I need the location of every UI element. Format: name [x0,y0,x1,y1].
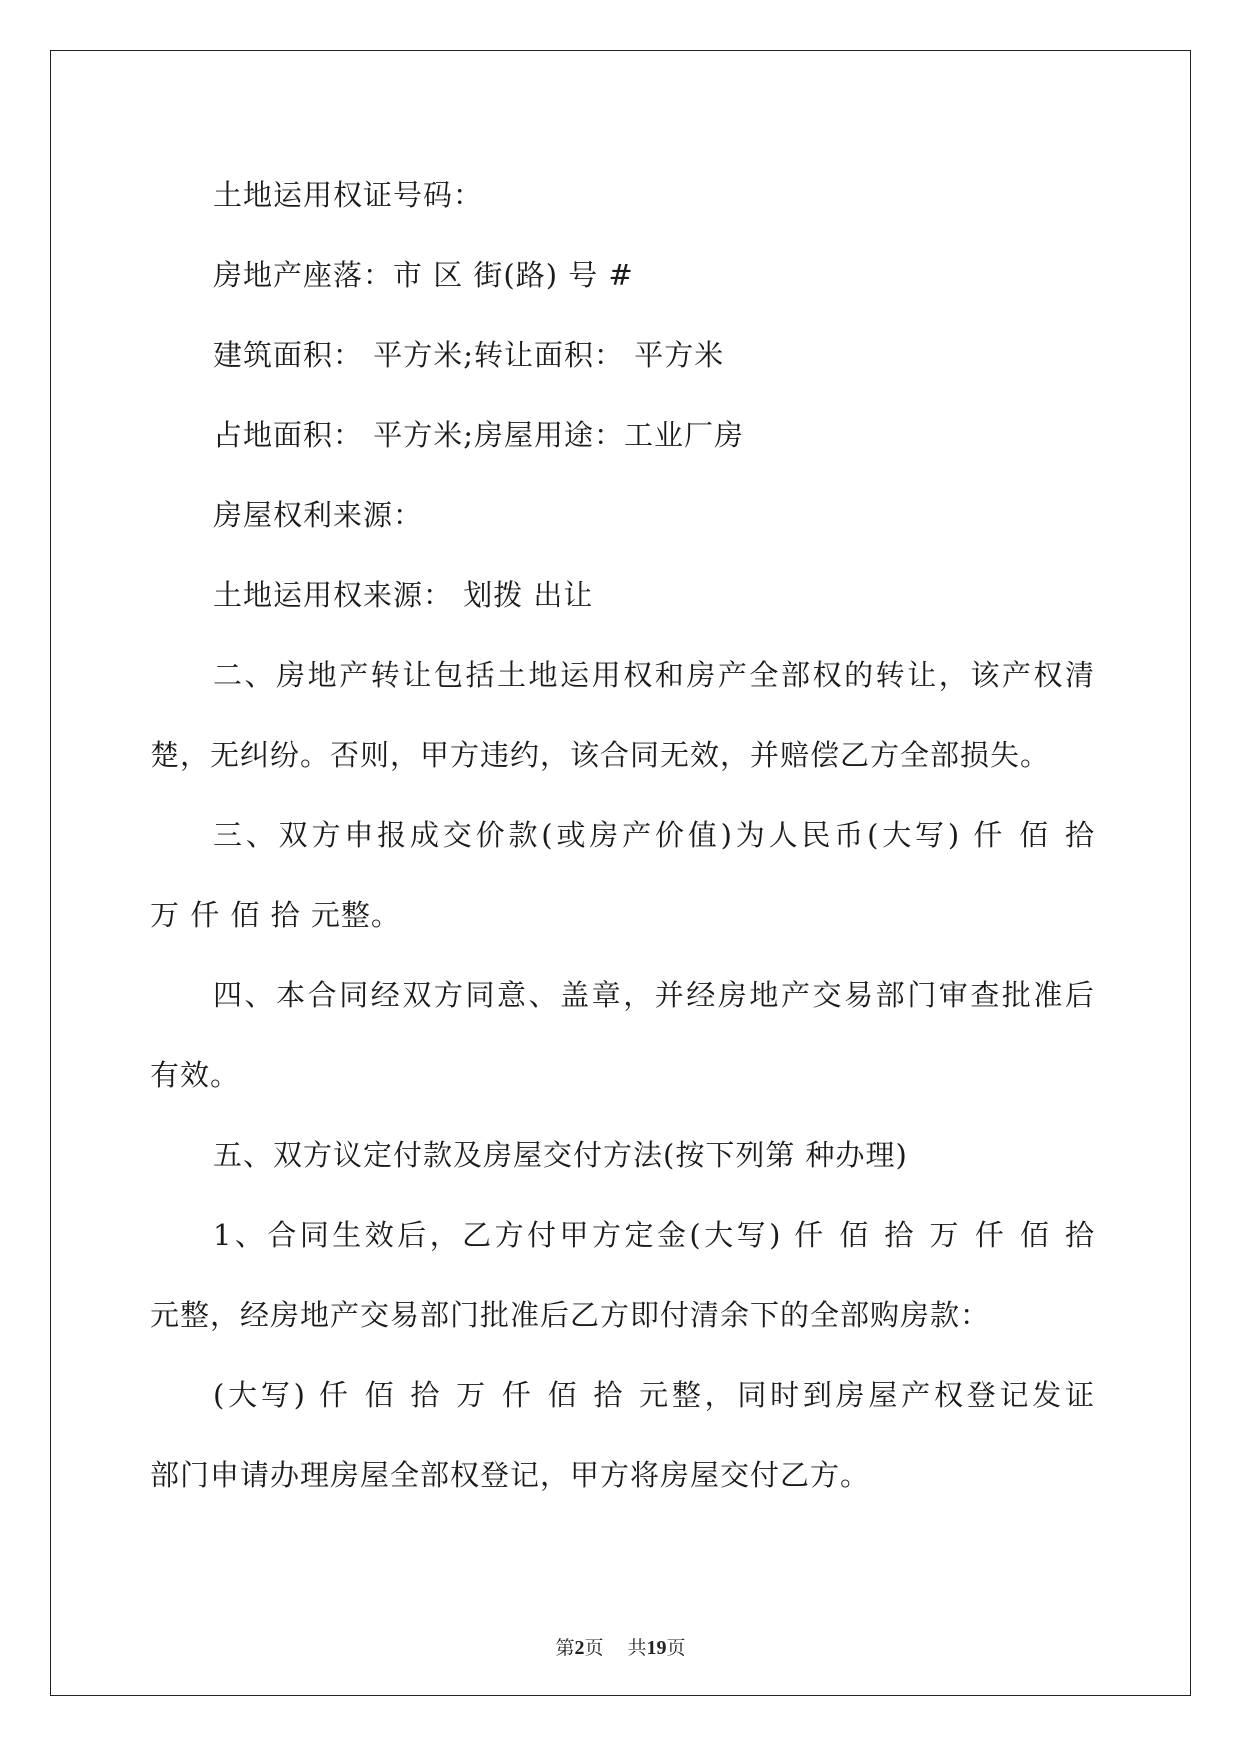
paragraph-line: 楚，无纠纷。否则，甲方违约，该合同无效，并赔偿乙方全部损失。 [150,738,1051,772]
paragraph-line: 二、房地产转让包括土地运用权和房产全部权的转让，该产权清 [213,658,1095,692]
paragraph-line: 万 仟 佰 拾 元整。 [150,898,401,932]
paragraph-line: 有效。 [150,1058,241,1092]
total-pages: 19 [646,1637,667,1659]
paragraph-line: 元整，经房地产交易部门批准后乙方即付清余下的全部购房款： [150,1298,991,1332]
total-prefix: 共 [627,1637,647,1659]
paragraph-line: 土地运用权证号码： [213,178,484,212]
paragraph-line: 土地运用权来源： 划拨 出让 [213,578,594,612]
page-number: 2 [574,1637,585,1659]
paragraph-line: 建筑面积： 平方米;转让面积： 平方米 [213,338,725,372]
paragraph-line: 占地面积： 平方米;房屋用途：工业厂房 [213,418,744,452]
total-suffix: 页 [666,1637,686,1659]
paragraph-line: 部门申请办理房屋全部权登记，甲方将房屋交付乙方。 [150,1458,871,1492]
document-body [150,155,1095,1515]
page-suffix: 页 [584,1637,604,1659]
paragraph-line: 四、本合同经双方同意、盖章，并经房地产交易部门审查批准后 [213,978,1095,1012]
page-footer [0,1633,1241,1660]
paragraph-line: 房屋权利来源： [213,498,424,532]
paragraph-line: 五、双方议定付款及房屋交付方法(按下列第 种办理) [213,1138,908,1172]
paragraph-line: 房地产座落：市 区 街(路) 号 # [213,258,634,292]
paragraph-line: 三、双方申报成交价款(或房产价值)为人民币(大写) 仟 佰 拾 [213,818,1095,852]
paragraph-line: (大写) 仟 佰 拾 万 仟 佰 拾 元整，同时到房屋产权登记发证 [213,1378,1095,1412]
page-prefix: 第 [555,1637,575,1659]
paragraph-line: 1、合同生效后，乙方付甲方定金(大写) 仟 佰 拾 万 仟 佰 拾 [213,1218,1095,1252]
